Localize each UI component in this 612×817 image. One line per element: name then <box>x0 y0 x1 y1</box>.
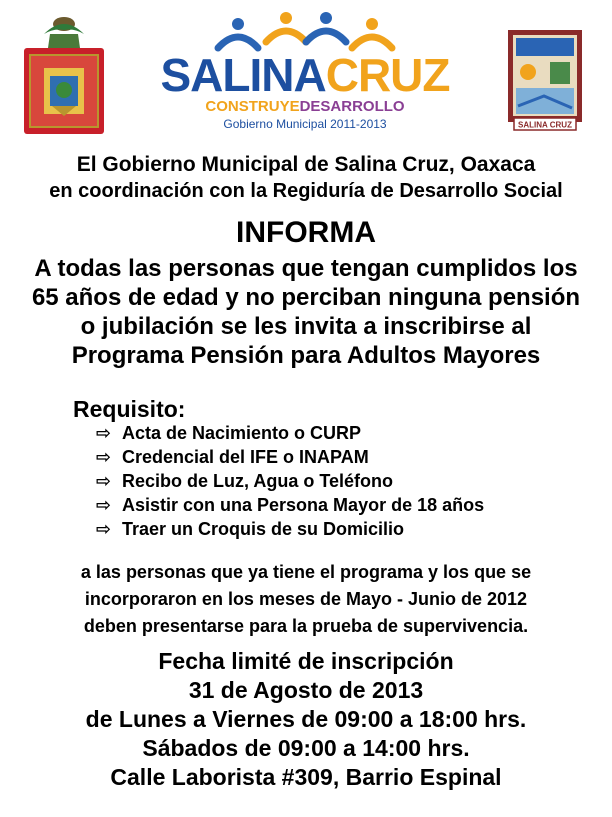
requirement-item <box>96 517 484 541</box>
right-arrow-icon: ⇨ <box>96 519 112 539</box>
requirement-text: Recibo de Luz, Agua o Teléfono <box>122 471 394 491</box>
requirement-text: Traer un Croquis de su Domicilio <box>122 519 405 539</box>
people-figures-icon <box>200 8 410 52</box>
invitation-line-2: 65 años de edad y no perciban ninguna pensión <box>31 284 581 311</box>
informa-heading: INFORMA <box>236 216 376 249</box>
logo-tagline-part1: CONSTRUYE <box>205 98 300 115</box>
requirement-text: Acta de Nacimiento o CURP <box>122 423 362 443</box>
logo-tagline <box>160 99 450 115</box>
intro-line-1: El Gobierno Municipal de Salina Cruz, Oaxaca <box>76 153 536 176</box>
right-arrow-icon: ⇨ <box>96 447 112 467</box>
right-arrow-icon: ⇨ <box>96 471 112 491</box>
notice-line-3: deben presentarse para la prueba de supervivencia. <box>83 616 529 636</box>
deadline-date: 31 de Agosto de 2013 <box>188 677 424 703</box>
requirements-title: Requisito: <box>73 396 186 422</box>
requirement-text: Credencial del IFE o INAPAM <box>122 447 369 467</box>
seal-label: SALINA CRUZ <box>518 120 572 130</box>
salina-cruz-seal-icon <box>504 26 586 132</box>
invitation-line-4: Programa Pensión para Adultos Mayores <box>71 342 541 369</box>
requirement-item <box>96 469 484 493</box>
saturday-hours: Sábados de 09:00 a 14:00 hrs. <box>142 735 470 761</box>
notice-line-2: incorporaron en los meses de Mayo - Junio de 2012 <box>84 589 528 609</box>
requirement-item <box>96 421 484 445</box>
header <box>0 0 612 140</box>
municipal-coat-of-arms-icon <box>22 8 106 136</box>
right-arrow-icon: ⇨ <box>96 495 112 515</box>
salina-cruz-logo <box>160 8 450 136</box>
invitation-line-3: o jubilación se les invita a inscribirse al <box>80 313 532 340</box>
invitation-line-1: A todas las personas que tengan cumplidos los <box>34 255 578 282</box>
requirement-item <box>96 493 484 517</box>
requirements-list <box>96 421 484 541</box>
right-arrow-icon: ⇨ <box>96 423 112 443</box>
logo-period: Gobierno Municipal 2011-2013 <box>223 117 387 131</box>
logo-name-part2: CRUZ <box>325 49 450 101</box>
logo-name <box>160 49 450 101</box>
logo-name-part1: SALINA <box>160 49 326 101</box>
weekday-hours: de Lunes a Viernes de 09:00 a 18:00 hrs. <box>85 706 527 732</box>
requirement-text: Asistir con una Persona Mayor de 18 años <box>122 495 485 515</box>
logo-tagline-part2: DESARROLLO <box>299 98 405 115</box>
intro-line-2: en coordinación con la Regiduría de Desarrollo Social <box>49 180 563 202</box>
requirement-item <box>96 445 484 469</box>
address: Calle Laborista #309, Barrio Espinal <box>110 764 502 790</box>
notice-line-1: a las personas que ya tiene el programa y los que se <box>80 562 532 582</box>
deadline-title: Fecha limité de inscripción <box>158 648 454 674</box>
